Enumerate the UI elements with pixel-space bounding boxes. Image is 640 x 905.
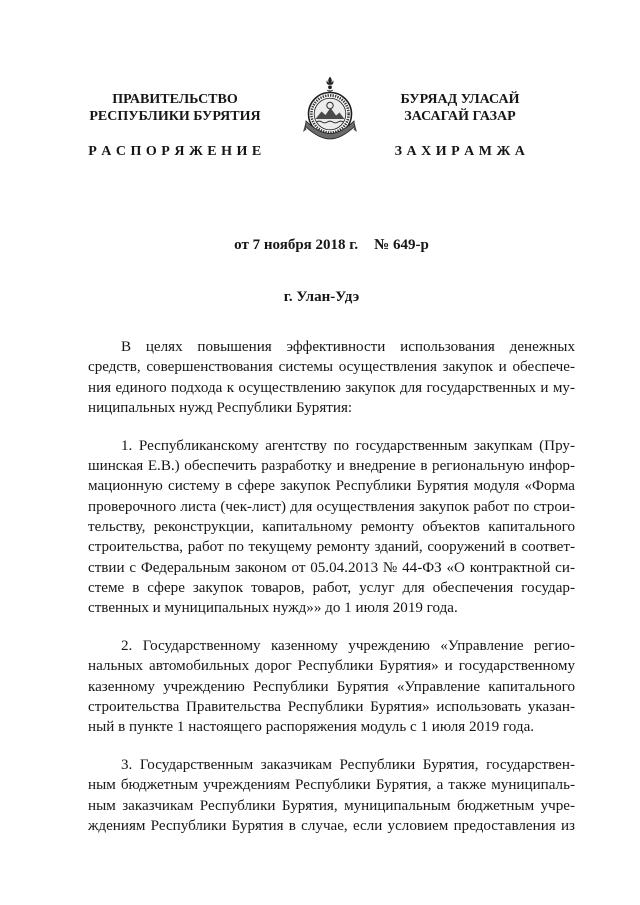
body-line: казенному учреждению Республики Бурятия «Управление капитального xyxy=(88,678,575,695)
government-name-bua xyxy=(370,91,550,125)
document-type-ru: Р А С П О Р Я Ж Е Н И Е xyxy=(88,144,262,159)
government-name-bua-line-1: БУРЯАД УЛАСАЙ xyxy=(400,92,520,107)
government-name-ru-line-2: РЕСПУБЛИКИ БУРЯТИЯ xyxy=(89,109,261,124)
body-line: проверочного листа (чек-лист) для осуществления закупок работ по строи- xyxy=(88,498,575,515)
body-line: 3. Государственным заказчикам Республики Бурятия, государствен- xyxy=(121,757,575,774)
body-line: ствии с Федеральным законом от 05.04.2013 № 44-ФЗ «О контрактной си- xyxy=(88,559,575,576)
body-line: нальных автомобильных дорог Республики Бурятия» и государственному xyxy=(88,658,575,675)
body-line: ным заказчикам Республики Бурятия, муниципальным бюджетным учре- xyxy=(88,797,575,814)
paragraph-preamble xyxy=(88,337,575,418)
order-date: от 7 ноября 2018 г. xyxy=(234,237,359,253)
paragraph-item-2 xyxy=(88,636,575,737)
issue-city: г. Улан-Удэ xyxy=(283,289,360,305)
body-line: 2. Государственному казенному учреждению «Управление регио- xyxy=(121,638,575,655)
order-number: № 649-р xyxy=(374,237,429,253)
body-line: средств, совершенствования системы осуществления закупок и обеспече- xyxy=(88,359,575,376)
body-line: ный в пункте 1 настоящего распоряжения модуль с 1 июля 2019 года. xyxy=(88,719,535,736)
body-line: ждениям Республики Бурятия в случае, если условием предоставления из xyxy=(88,818,575,835)
paragraph-item-3 xyxy=(88,755,575,836)
body-line: В целях повышения эффективности использования денежных xyxy=(121,339,575,355)
body-line: мационную систему в сфере закупок Республики Бурятия модуля «Форма xyxy=(88,478,575,495)
body-line: ниципальных нужд Республики Бурятия: xyxy=(88,399,353,416)
body-line: ственных и муниципальных нужд»» до 1 июля 2019 года. xyxy=(88,600,458,617)
body-line: тельству, реконструкции, капитальному ремонту объектов капитального xyxy=(88,518,575,535)
government-name-ru-line-1: ПРАВИТЕЛЬСТВО xyxy=(112,92,238,107)
body-line: 1. Республиканскому агентству по государственным закупкам (Пру- xyxy=(121,437,575,454)
government-name-ru xyxy=(78,91,272,125)
government-name-bua-line-2: ЗАСАГАЙ ГАЗАР xyxy=(404,109,516,124)
order-details xyxy=(88,236,575,254)
paragraph-item-1 xyxy=(88,436,575,619)
body-line: ния единого подхода к осуществлению закупок для государственных и му- xyxy=(88,379,575,396)
body-line: строительства Правительства Республики Бурятия» использовать указан- xyxy=(88,698,575,715)
coat-of-arms-icon xyxy=(302,76,358,144)
document-body xyxy=(88,337,575,836)
body-line: ным бюджетным учреждениям Республики Бурятия, а также муниципаль- xyxy=(88,777,575,794)
document-type-bua: З А Х И Р А М Ж А xyxy=(394,144,526,159)
body-line: стеме в сфере закупок товаров, работ, услуг для обеспечения государ- xyxy=(88,579,575,596)
body-line: шинская Е.В.) обеспечить разработку и внедрение в региональную инфор- xyxy=(88,458,575,475)
body-line: строительства, работ по текущему ремонту зданий, сооружений в соответ- xyxy=(88,539,575,556)
